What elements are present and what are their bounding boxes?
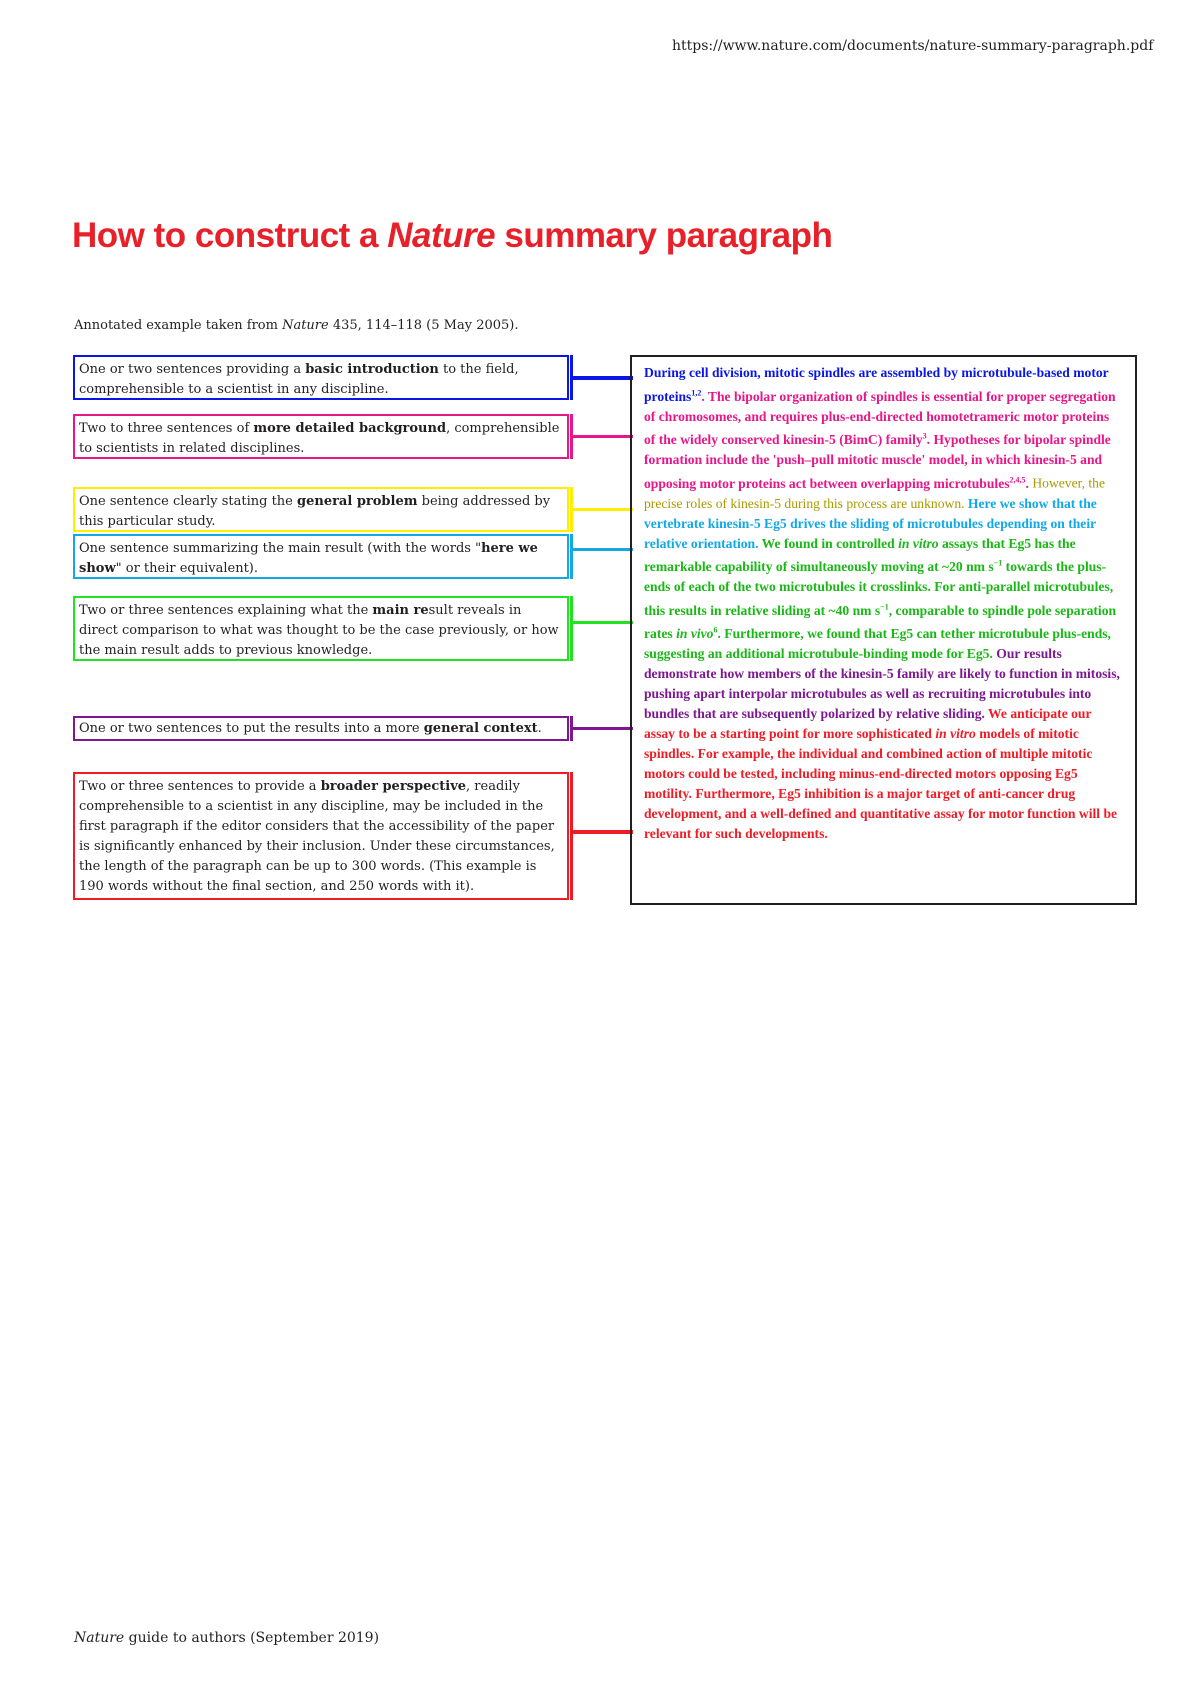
source-citation: 435, 114–118 (5 May 2005). [328,318,519,333]
background-text: . [1025,475,1029,491]
source-journal: Nature [282,318,329,333]
title-text: How to construct a [72,216,388,255]
connector-red [570,772,573,900]
note-text: Two or three sentences to provide a [79,779,321,794]
note-main-result [73,534,569,579]
note-text: " or their equivalent). [115,561,259,576]
note-keyword: main re [372,603,429,618]
connector-green [570,596,573,661]
note-keyword: here we show [79,541,538,576]
note-keyword: general problem [297,494,418,509]
perspective-text: models of mitotic spindles. For example, the individual and combined action of multiple mitotic motors could be tested, including minus-end-directed motors opposing Eg5 motility. Furthermore, Eg5 inhibition is a major target of anti-cancer drug development, and a well-defined and quantitative assay for motor function will be relevant for such developments. [644,726,1118,842]
page-title [72,216,832,256]
example-source [74,318,519,333]
note-text: . [537,721,542,736]
citation: 2,4,5 [1009,475,1026,485]
note-text: One sentence clearly stating the [79,494,297,509]
comparison-text: We found in controlled [758,535,899,551]
comparison-text: assays that Eg5 has the remarkable capability of simultaneously moving at ~20 nm s [644,535,1076,575]
note-text: being addressed by this particular study. [79,494,551,529]
citation: 3 [922,431,927,441]
note-keyword: more detailed background [253,421,447,436]
connector-cyan [570,534,573,579]
connector-pink-line [570,435,633,438]
connector-yellow-line [570,508,633,511]
note-keyword: general context [423,721,538,736]
note-text: One or two sentences providing a [79,362,306,377]
intro-text: During cell division, mitotic spindles are assembled by microtubule-based motor proteins [644,365,1109,404]
comparison-sentences [644,536,1116,662]
problem-sentence: However, the precise roles of kinesin-5 during this process are unknown. [644,475,1106,511]
note-text: One or two sentences to put the results into a more [79,721,424,736]
connector-purple-line [570,727,633,730]
connector-cyan-line [570,548,633,551]
note-basic-introduction [73,355,569,400]
perspective-text: We anticipate our assay to be a starting point for more sophisticated [644,706,1092,742]
source-text: Annotated example taken from [74,318,283,333]
footer-journal: Nature [74,1630,125,1646]
connector-blue-line [570,376,633,380]
note-broader-perspective [73,772,569,900]
broader-perspective-sentences [644,706,1117,841]
unit-exponent: −1 [880,602,889,612]
note-general-context [73,716,569,741]
comparison-text: . Furthermore, we found that Eg5 can tether microtubule plus-ends, suggesting an additional microtubule-binding mode for Eg5. [644,626,1111,662]
comparison-text: , comparable to spindle pole separation rates [644,602,1117,642]
note-keyword: broader perspective [320,779,467,794]
italic-term: in vitro [935,726,976,742]
example-summary-paragraph [630,355,1137,905]
note-text: sult reveals in direct comparison to what was thought to be the case previously, or how the main result adds to previous knowledge. [79,603,559,658]
note-general-problem [73,487,569,532]
note-text: , readily comprehensible to a scientist in any discipline, may be included in the first paragraph if the editor considers that the accessibility of the paper is significantly enhanced by their inclusion. Under these circumstances, the length of the paragraph can be up to 300 words. (This example is 190 words without the final section, and 250 words with it). [79,779,555,894]
note-text: , comprehensible to scientists in related disciplines. [79,421,560,456]
note-keyword: basic introduction [305,362,439,377]
note-comparison [73,596,569,661]
note-text: Two to three sentences of [79,421,254,436]
title-journal-name: Nature [387,216,496,255]
citation: 6 [713,625,718,635]
connector-red-line [570,830,633,834]
title-text-end: summary paragraph [495,216,833,255]
footer-text: guide to authors (September 2019) [124,1630,380,1646]
comparison-text: towards the plus-ends of each of the two microtubules it crosslinks. For anti-parallel microtubules, this results in relative sliding at ~40 nm s [644,559,1114,618]
document-url[interactable]: https://www.nature.com/documents/nature-summary-paragraph.pdf [672,38,1154,54]
note-text: Two or three sentences explaining what the [79,603,373,618]
unit-exponent: −1 [993,558,1003,568]
citation: 1,2 [691,388,702,397]
connector-green-line [570,621,633,624]
background-text: . The bipolar organization of spindles is essential for proper segregation of chromosomes, and requires plus-end-directed homotetrameric motor proteins of the widely conserved kinesin-5 (BimC) family [644,388,1116,448]
note-detailed-background [73,414,569,459]
note-text: One sentence summarizing the main result (with the words " [79,541,482,556]
footer [74,1630,379,1646]
main-result-sentence: Here we show that the vertebrate kinesin-5 Eg5 drives the sliding of microtubules depending on their relative orientation. [644,495,1097,551]
background-text: . Hypotheses for bipolar spindle formation include the 'push–pull mitotic muscle' model, in which kinesin-5 and opposing motor proteins act between overlapping microtubules [644,432,1111,491]
italic-term: in vitro [898,535,939,551]
note-text: to the field, comprehensible to a scientist in any discipline. [79,362,519,397]
general-context-sentences: Our results demonstrate how members of the kinesin-5 family are likely to function in mitosis, pushing apart interpolar microtubules as well as recruiting microtubules into bundles that are subsequently polarized by relative sliding. [644,646,1120,722]
italic-term: in vivo [676,626,714,642]
